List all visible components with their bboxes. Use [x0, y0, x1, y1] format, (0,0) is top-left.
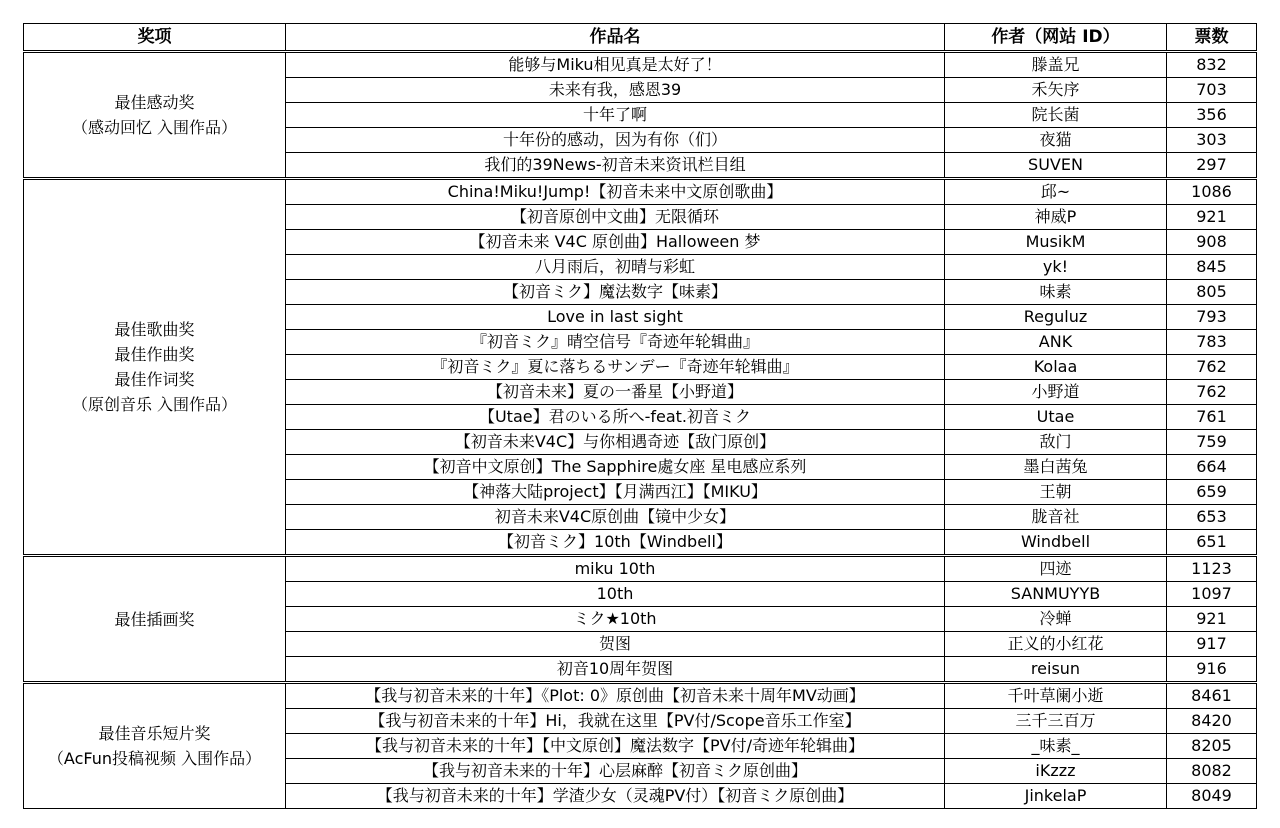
author-cell: iKzzz — [945, 759, 1167, 784]
work-cell: miku 10th — [286, 556, 945, 582]
work-cell: 【初音中文原创】The Sapphire處女座 星电感应系列 — [286, 455, 945, 480]
work-cell: 【我与初音未来的十年】Hi，我就在这里【PV付/Scope音乐工作室】 — [286, 709, 945, 734]
award-group — [24, 179, 1257, 556]
votes-cell: 845 — [1167, 255, 1257, 280]
work-cell: 八月雨后，初晴与彩虹 — [286, 255, 945, 280]
votes-cell: 8205 — [1167, 734, 1257, 759]
work-cell: 【初音原创中文曲】无限循环 — [286, 205, 945, 230]
award-group — [24, 556, 1257, 683]
award-label-line: （感动回忆 入围作品） — [71, 118, 238, 137]
votes-cell: 832 — [1167, 52, 1257, 78]
header-author: 作者（网站 ID） — [945, 24, 1167, 52]
votes-cell: 921 — [1167, 607, 1257, 632]
author-cell: 禾矢序 — [945, 78, 1167, 103]
work-cell: China!Miku!Jump!【初音未来中文原创歌曲】 — [286, 179, 945, 205]
author-cell: 正义的小红花 — [945, 632, 1167, 657]
author-cell: SUVEN — [945, 153, 1167, 179]
author-cell: 四迹 — [945, 556, 1167, 582]
author-cell: 邱~ — [945, 179, 1167, 205]
award-label-line: 最佳音乐短片奖 — [98, 724, 211, 743]
votes-cell: 303 — [1167, 128, 1257, 153]
work-cell: 【初音未来 V4C 原创曲】Halloween 梦 — [286, 230, 945, 255]
award-label-line: （原创音乐 入围作品） — [71, 395, 238, 414]
votes-cell: 762 — [1167, 355, 1257, 380]
author-cell: _味素_ — [945, 734, 1167, 759]
author-cell: 敌门 — [945, 430, 1167, 455]
votes-cell: 297 — [1167, 153, 1257, 179]
votes-cell: 1086 — [1167, 179, 1257, 205]
work-cell: 【初音未来V4C】与你相遇奇迹【敌门原创】 — [286, 430, 945, 455]
header-row — [24, 24, 1257, 52]
votes-cell: 917 — [1167, 632, 1257, 657]
header-votes: 票数 — [1167, 24, 1257, 52]
votes-cell: 783 — [1167, 330, 1257, 355]
author-cell: 千叶草阑小逝 — [945, 683, 1167, 709]
award-label-line: 最佳歌曲奖 — [114, 320, 195, 339]
author-cell: 味素 — [945, 280, 1167, 305]
award-label-line: 最佳插画奖 — [114, 609, 195, 629]
author-cell: 院长菌 — [945, 103, 1167, 128]
votes-cell: 761 — [1167, 405, 1257, 430]
author-cell: yk! — [945, 255, 1167, 280]
award-label-line: 最佳作词奖 — [114, 370, 195, 389]
author-cell: 神威P — [945, 205, 1167, 230]
work-cell: 【神落大陆project】【月满西江】【MIKU】 — [286, 480, 945, 505]
work-cell: ミク★10th — [286, 607, 945, 632]
work-cell: 【我与初音未来的十年】心层麻醉【初音ミク原创曲】 — [286, 759, 945, 784]
work-cell: 【Utae】君のいる所へ-feat.初音ミク — [286, 405, 945, 430]
author-cell: SANMUYYB — [945, 582, 1167, 607]
votes-cell: 1123 — [1167, 556, 1257, 582]
work-cell: 初音10周年贺图 — [286, 657, 945, 683]
work-cell: 初音未来V4C原创曲【镜中少女】 — [286, 505, 945, 530]
author-cell: Windbell — [945, 530, 1167, 556]
author-cell: Kolaa — [945, 355, 1167, 380]
votes-cell: 762 — [1167, 380, 1257, 405]
author-cell: 小野道 — [945, 380, 1167, 405]
work-cell: 贺图 — [286, 632, 945, 657]
header-work: 作品名 — [286, 24, 945, 52]
author-cell: 滕盖兄 — [945, 52, 1167, 78]
author-cell: 夜猫 — [945, 128, 1167, 153]
votes-cell: 703 — [1167, 78, 1257, 103]
votes-cell: 8420 — [1167, 709, 1257, 734]
work-cell: 未来有我，感恩39 — [286, 78, 945, 103]
work-cell: 『初音ミク』夏に落ちるサンデー『奇迹年轮辑曲』 — [286, 355, 945, 380]
author-cell: MusikM — [945, 230, 1167, 255]
votes-cell: 793 — [1167, 305, 1257, 330]
votes-cell: 659 — [1167, 480, 1257, 505]
award-group — [24, 683, 1257, 809]
work-cell: 十年份的感动，因为有你（们） — [286, 128, 945, 153]
table-row — [24, 52, 1257, 78]
award-label-line: 最佳作曲奖 — [114, 345, 195, 364]
author-cell: 三千三百万 — [945, 709, 1167, 734]
votes-cell: 664 — [1167, 455, 1257, 480]
awards-table — [23, 23, 1257, 809]
votes-cell: 651 — [1167, 530, 1257, 556]
work-cell: 十年了啊 — [286, 103, 945, 128]
votes-cell: 805 — [1167, 280, 1257, 305]
work-cell: 【初音ミク】10th【Windbell】 — [286, 530, 945, 556]
work-cell: 【初音ミク】魔法数字【味素】 — [286, 280, 945, 305]
author-cell: ANK — [945, 330, 1167, 355]
award-cell — [24, 179, 286, 556]
work-cell: 【初音未来】夏の一番星【小野道】 — [286, 380, 945, 405]
table-row — [24, 683, 1257, 709]
work-cell: 『初音ミク』晴空信号『奇迹年轮辑曲』 — [286, 330, 945, 355]
votes-cell: 916 — [1167, 657, 1257, 683]
votes-cell: 908 — [1167, 230, 1257, 255]
votes-cell: 1097 — [1167, 582, 1257, 607]
work-cell: 【我与初音未来的十年】《Plot: 0》原创曲【初音未来十周年MV动画】 — [286, 683, 945, 709]
author-cell: Reguluz — [945, 305, 1167, 330]
votes-cell: 8049 — [1167, 784, 1257, 809]
work-cell: 能够与Miku相见真是太好了！ — [286, 52, 945, 78]
author-cell: reisun — [945, 657, 1167, 683]
award-cell — [24, 52, 286, 179]
votes-cell: 759 — [1167, 430, 1257, 455]
author-cell: 胧音社 — [945, 505, 1167, 530]
award-label-line: （AcFun投稿视频 入围作品） — [47, 749, 262, 768]
award-group — [24, 52, 1257, 179]
header-award: 奖项 — [24, 24, 286, 52]
votes-cell: 921 — [1167, 205, 1257, 230]
work-cell: 10th — [286, 582, 945, 607]
author-cell: 冷蝉 — [945, 607, 1167, 632]
votes-cell: 8082 — [1167, 759, 1257, 784]
author-cell: 墨白茜兔 — [945, 455, 1167, 480]
votes-cell: 356 — [1167, 103, 1257, 128]
table-row — [24, 556, 1257, 582]
table-header — [24, 24, 1257, 52]
author-cell: Utae — [945, 405, 1167, 430]
award-label-line: 最佳感动奖 — [114, 93, 195, 112]
votes-cell: 653 — [1167, 505, 1257, 530]
work-cell: 【我与初音未来的十年】学渣少女（灵魂PV付）【初音ミク原创曲】 — [286, 784, 945, 809]
table-row — [24, 179, 1257, 205]
work-cell: Love in last sight — [286, 305, 945, 330]
award-cell — [24, 683, 286, 809]
votes-cell: 8461 — [1167, 683, 1257, 709]
author-cell: 王朝 — [945, 480, 1167, 505]
award-cell — [24, 556, 286, 683]
work-cell: 我们的39News-初音未来资讯栏目组 — [286, 153, 945, 179]
author-cell: JinkelaP — [945, 784, 1167, 809]
work-cell: 【我与初音未来的十年】【中文原创】魔法数字【PV付/奇迹年轮辑曲】 — [286, 734, 945, 759]
